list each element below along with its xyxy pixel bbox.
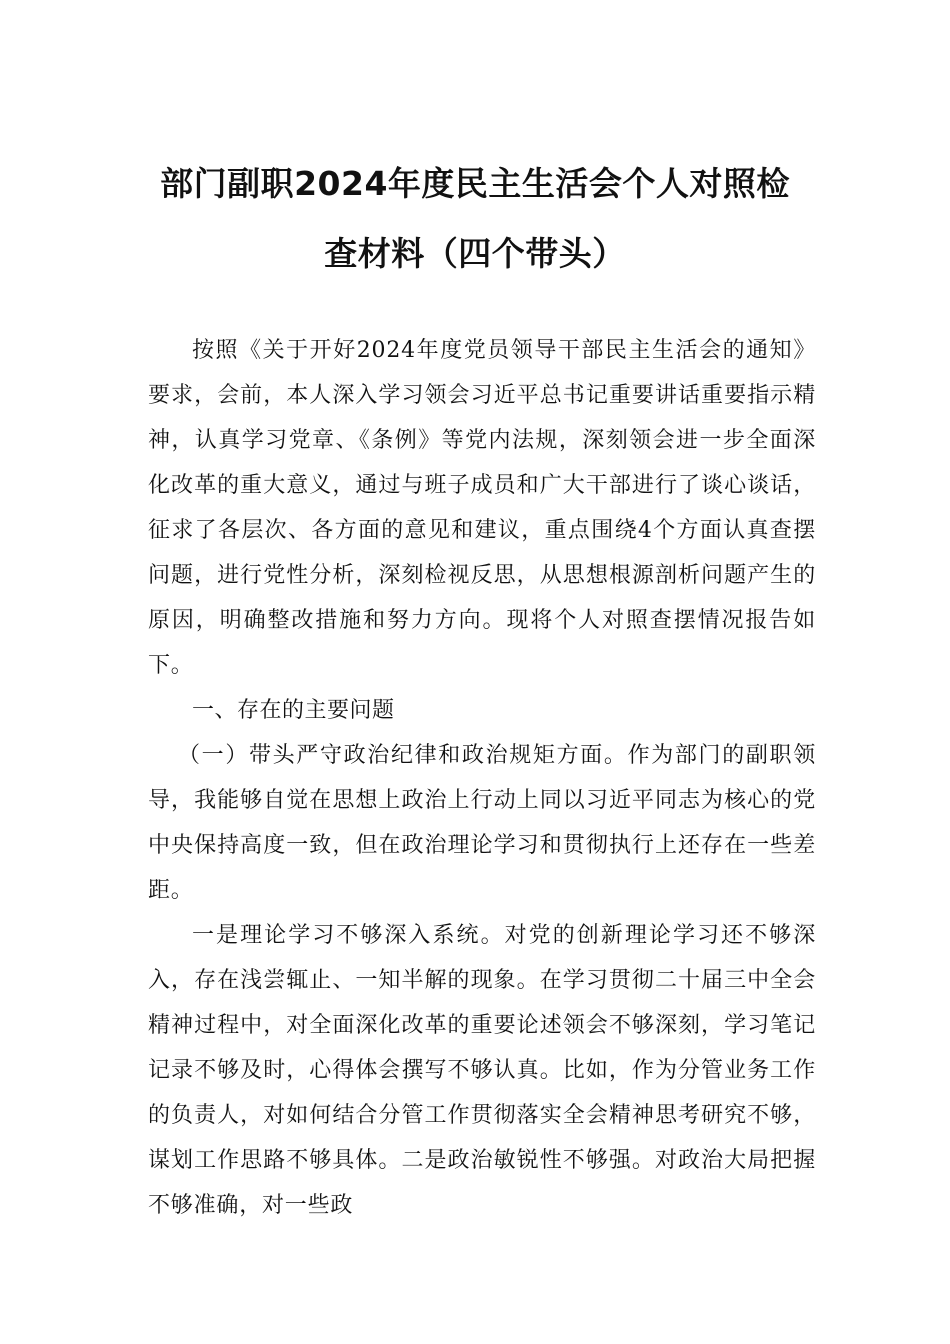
document-body xyxy=(148,328,816,1228)
section-heading-problems: 一、存在的主要问题 xyxy=(192,698,395,723)
points-paragraph: 一是理论学习不够深入系统。对党的创新理论学习还不够深入，存在浅尝辄止、一知半解的现象。在学习贯彻二十届三中全会精神过程中，对全面深化改革的重要论述领会不够深刻，学习笔记记录不够及时，心得体会撰写不够认真。比如，作为分管业务工作的负责人，对如何结合分管工作贯彻落实全会精神思考研究不够，谋划工作思路不够具体。二是政治敏锐性不够强。对政治大局把握不够准确，对一些政 xyxy=(148,923,816,1218)
subsection-paragraph-1: （一）带头严守政治纪律和政治规矩方面。作为部门的副职领导，我能够自觉在思想上政治上行动上同以习近平同志为核心的党中央保持高度一致，但在政治理论学习和贯彻执行上还存在一些差距。 xyxy=(148,743,816,903)
document-title-line-1: 部门副职2024年度民主生活会个人对照检 xyxy=(160,164,790,203)
document-title-line-2: 查材料（四个带头） xyxy=(324,234,626,273)
intro-paragraph: 按照《关于开好2024年度党员领导干部民主生活会的通知》要求，会前，本人深入学习领会习近平总书记重要讲话重要指示精神，认真学习党章、《条例》等党内法规，深刻领会进一步全面深化改革的重大意义，通过与班子成员和广大干部进行了谈心谈话，征求了各层次、各方面的意见和建议，重点围绕4个方面认真查摆问题，进行党性分析，深刻检视反思，从思想根源剖析问题产生的原因，明确整改措施和努力方向。现将个人对照查摆情况报告如下。 xyxy=(148,338,816,678)
